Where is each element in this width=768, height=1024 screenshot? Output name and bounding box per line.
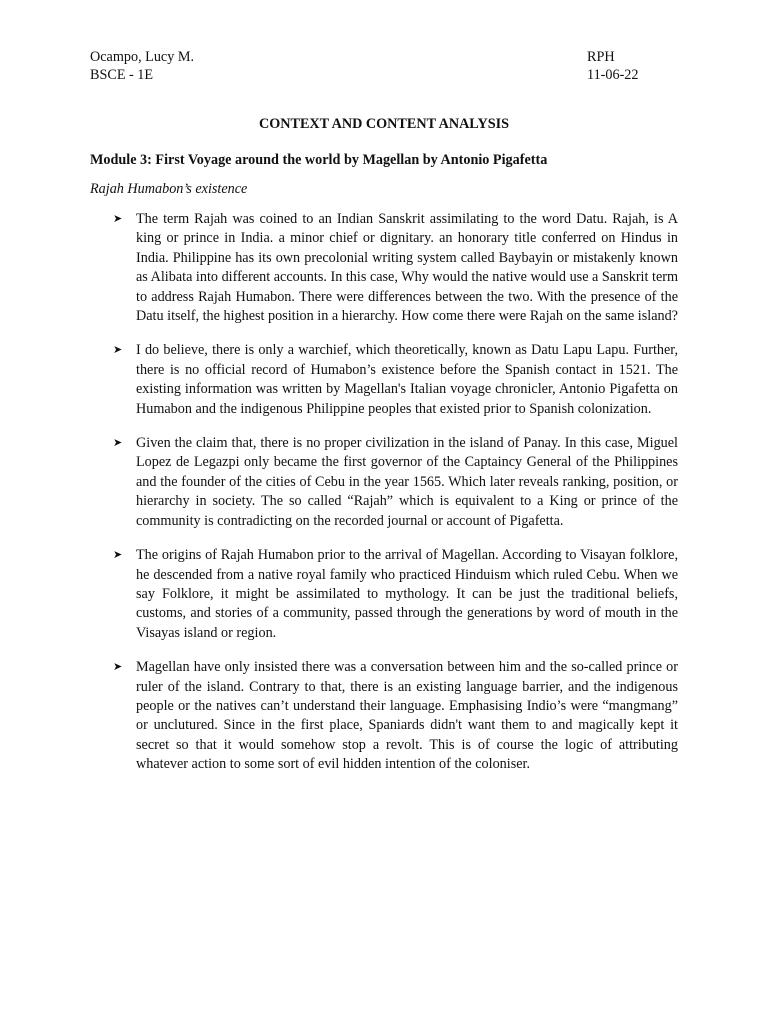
bullet-text: Given the claim that, there is no proper civilization in the island of Panay. In this case, Miguel Lopez de Legazpi only became the first governor of the Captaincy General of the Philippines and the founder of the cities of Cebu in the year 1565. Which later reveals ranking, position, or hierarchy in society. The so called “Rajah” which is equivalent to a King or prince of the community is contradicting on the recorded journal or account of Pigafetta.: [136, 435, 678, 529]
arrowhead-bullet-icon: ➤: [113, 344, 123, 357]
section-subtitle: Rajah Humabon’s existence: [90, 181, 248, 197]
list-item: [113, 434, 678, 531]
bullet-text: Magellan have only insisted there was a conversation between him and the so-called prince or ruler of the island. Contrary to that, there is an existing language barrier, and the indigenous people or the natives can’t understand their language. Emphasising Indio’s were “mangmang” or unclutured. Since in the first place, Spaniards didn't want them to and magically kept it secret so that it would somehow stop a revolt. This is of course the logic of attributing whatever action to some sort of evil hidden intention of the coloniser.: [136, 659, 678, 773]
course-code: RPH: [587, 49, 615, 65]
arrowhead-bullet-icon: ➤: [113, 437, 123, 450]
list-item: [113, 546, 678, 643]
arrowhead-bullet-icon: ➤: [113, 213, 123, 225]
bullet-text: The term Rajah was coined to an Indian Sanskrit assimilating to the word Datu. Rajah, is A king or prince in India. a minor chief or dignitary. an honorary title conferred on Hindus in India. Philippine has its own precolonial writing system called Baybayin or mistakenly known as Alibata into different accounts. In this case, Why would the native would use a Sanskrit term to address Rajah Humabon. There were differences between the two. With the presence of the Datu itself, the highest position in a hierarchy. How come there were Rajah on the same island?: [136, 211, 678, 325]
list-item: [113, 341, 678, 419]
arrowhead-bullet-icon: ➤: [113, 661, 123, 674]
author-section: BSCE - 1E: [90, 67, 154, 83]
module-heading: Module 3: First Voyage around the world by Magellan by Antonio Pigafetta: [90, 152, 548, 168]
list-item: [113, 658, 678, 774]
author-name: Ocampo, Lucy M.: [90, 49, 195, 65]
document-date: 11-06-22: [587, 67, 639, 83]
bullet-text: The origins of Rajah Humabon prior to the arrival of Magellan. According to Visayan folklore, he descended from a native royal family who practiced Hinduism which ruled Cebu. When we say Folklore, it might be assimilated to mythology. It can be just the traditional beliefs, customs, and stories of a community, passed through the generations by word of mouth in the Visayas island or region.: [136, 547, 678, 641]
list-item: [113, 210, 678, 326]
bullet-text: I do believe, there is only a warchief, which theoretically, known as Datu Lapu Lapu. Further, there is no official record of Humabon’s existence before the Spanish contact in 1521. The existing information was written by Magellan's Italian voyage chronicler, Antonio Pigafetta on Humabon and the indigenous Philippine peoples that existed prior to Spanish colonization.: [136, 342, 678, 417]
bullet-list: [113, 210, 678, 790]
arrowhead-bullet-icon: ➤: [113, 549, 123, 562]
document-title: CONTEXT AND CONTENT ANALYSIS: [258, 116, 510, 132]
